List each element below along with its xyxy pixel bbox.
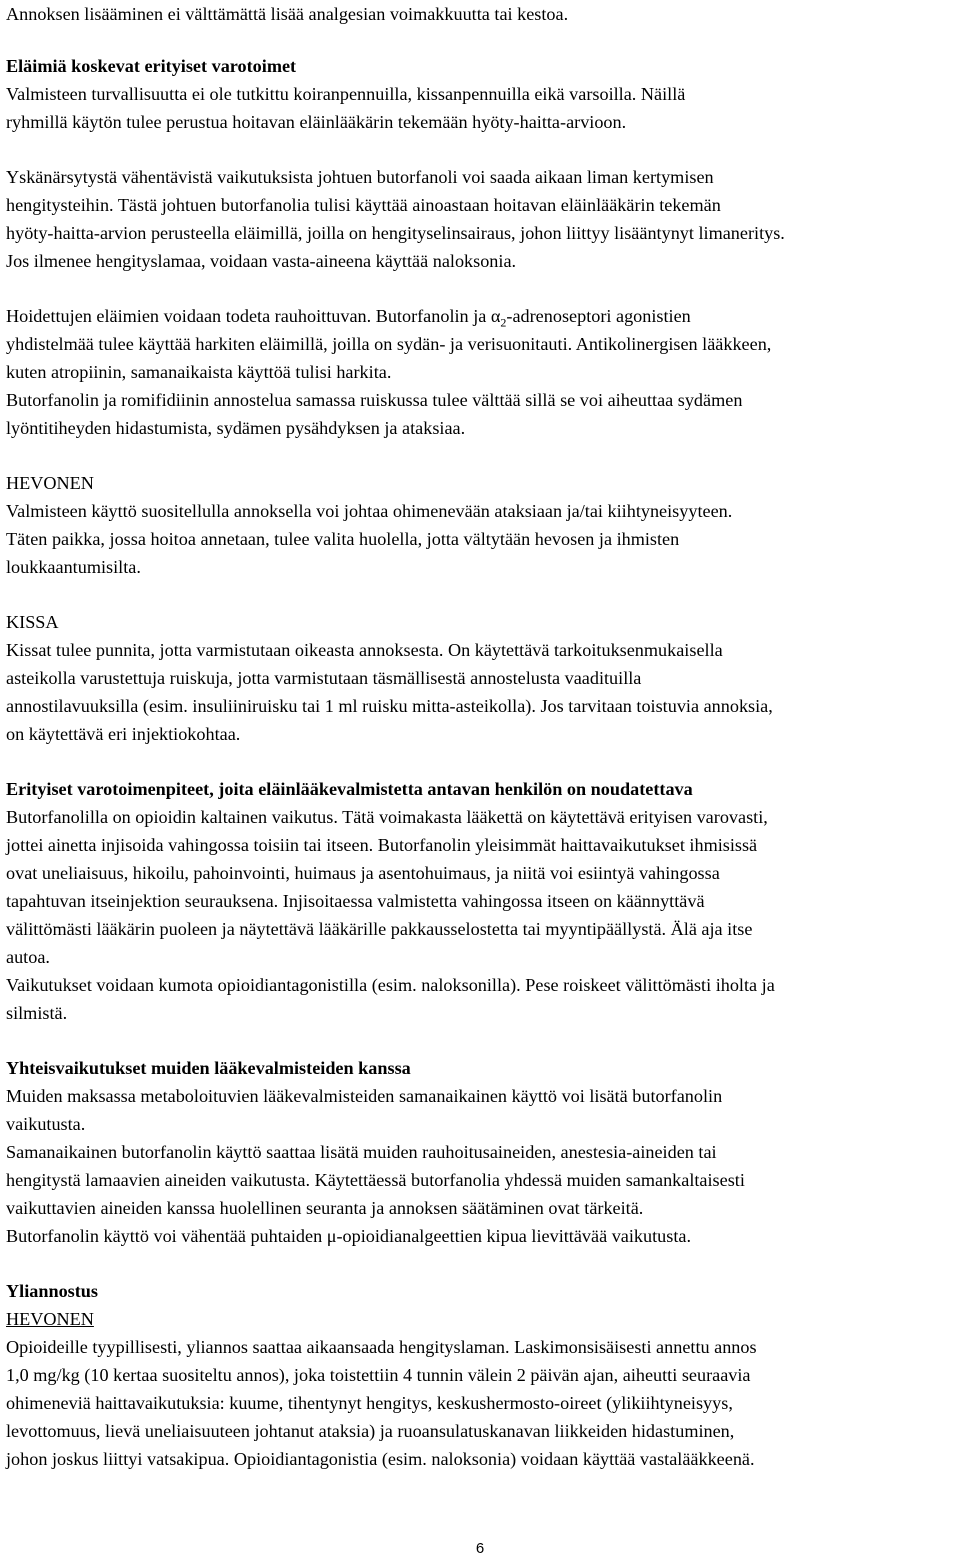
paragraph-line: Valmisteen turvallisuutta ei ole tutkittu koiranpennuilla, kissanpennuilla eikä varsoilla. Näillä	[6, 84, 686, 104]
paragraph-line: yhdistelmää tulee käyttää harkiten eläimillä, joilla on sydän- ja verisuonitauti. Antikolinergisen lääkkeen,	[6, 334, 772, 354]
paragraph-line: ryhmillä käytön tulee perustua hoitavan eläinlääkärin tekemään hyöty-haitta-arvioon.	[6, 112, 627, 132]
paragraph-line: Muiden maksassa metaboloituvien lääkevalmisteiden samanaikainen käyttö voi lisätä butorfanolin	[6, 1086, 723, 1106]
subscript: 2	[500, 315, 507, 330]
paragraph-line: Annoksen lisääminen ei välttämättä lisää analgesian voimakkuutta tai kestoa.	[6, 4, 569, 24]
paragraph-line: hengitystä lamaavien aineiden vaikutusta. Käytettäessä butorfanolia yhdessä muiden samankaltaisesti	[6, 1170, 745, 1190]
text-fragment: Hoidettujen eläimien voidaan todeta rauhoittuvan. Butorfanolin ja α	[6, 306, 501, 326]
paragraph-line: välittömästi lääkärin puoleen ja näytettävä lääkärille pakkausselostetta tai myyntipäällystä. Älä aja itse	[6, 919, 753, 939]
section-heading-interactions: Yhteisvaikutukset muiden lääkevalmisteiden kanssa	[6, 1058, 411, 1078]
page-number: 6	[475, 1540, 485, 1557]
paragraph-line: Jos ilmenee hengityslamaa, voidaan vasta-aineena käyttää naloksonia.	[6, 251, 517, 271]
paragraph-line: Butorfanolin ja romifidiinin annostelua samassa ruiskussa tulee välttää sillä se voi aiheuttaa sydämen	[6, 390, 743, 410]
paragraph-line: on käytettävä eri injektiokohtaa.	[6, 724, 241, 744]
paragraph-line: Valmisteen käyttö suositellulla annoksella voi johtaa ohimenevään ataksiaan ja/tai kiihtyneisyyteen.	[6, 501, 733, 521]
paragraph-line: Kissat tulee punnita, jotta varmistutaan oikeasta annoksesta. On käytettävä tarkoituksenmukaisella	[6, 640, 723, 660]
paragraph-line: asteikolla varustettuja ruiskuja, jotta varmistutaan täsmällisestä annostelusta vaadituilla	[6, 668, 642, 688]
paragraph-line: hyöty-haitta-arvion perusteella eläimillä, joilla on hengityselinsairaus, johon liittyy lisääntynyt limaneritys.	[6, 223, 785, 243]
subsection-heading-cat: KISSA	[6, 612, 59, 632]
text-fragment: -adrenoseptori agonistien	[506, 306, 691, 326]
section-heading-user-precautions: Erityiset varotoimenpiteet, joita eläinlääkevalmistetta antavan henkilön on noudatettava	[6, 779, 693, 799]
paragraph-line: 1,0 mg/kg (10 kertaa suositeltu annos), joka toistettiin 4 tunnin välein 2 päivän ajan, aiheutti seuraavia	[6, 1365, 751, 1385]
paragraph-line: ohimeneviä haittavaikutuksia: kuume, tihentynyt hengitys, keskushermosto-oireet (ylikiihtyneisyys,	[6, 1393, 733, 1413]
paragraph-line: kuten atropiinin, samanaikaista käyttöä tulisi harkita.	[6, 362, 392, 382]
subsection-heading-horse-overdose: HEVONEN	[6, 1309, 94, 1329]
paragraph-line: hengitysteihin. Tästä johtuen butorfanolia tulisi käyttää ainoastaan hoitavan eläinlääkärin tekemän	[6, 195, 721, 215]
section-heading-animal-precautions: Eläimiä koskevat erityiset varotoimet	[6, 56, 297, 76]
paragraph-line: lyöntitiheyden hidastumista, sydämen pysähdyksen ja ataksiaa.	[6, 418, 466, 438]
paragraph-line: vaikutusta.	[6, 1114, 86, 1134]
paragraph-line-alpha2	[6, 302, 954, 330]
paragraph-line: vaikuttavien aineiden kanssa huolellinen seuranta ja annoksen säätäminen ovat tärkeitä.	[6, 1198, 644, 1218]
paragraph-line: Butorfanolilla on opioidin kaltainen vaikutus. Tätä voimakasta lääkettä on käytettävä erityisen varovasti,	[6, 807, 768, 827]
paragraph-line: Butorfanolin käyttö voi vähentää puhtaiden μ-opioidianalgeettien kipua lievittävää vaikutusta.	[6, 1226, 692, 1246]
paragraph-line: johon joskus liittyi vatsakipua. Opioidiantagonistia (esim. naloksonia) voidaan käyttää vastalääkkeenä.	[6, 1449, 755, 1469]
paragraph-line: silmistä.	[6, 1003, 68, 1023]
paragraph-line: loukkaantumisilta.	[6, 557, 141, 577]
paragraph-line: levottomuus, lievä uneliaisuuteen johtanut ataksia) ja ruoansulatuskanavan liikkeiden hidastuminen,	[6, 1421, 735, 1441]
subsection-heading-horse: HEVONEN	[6, 473, 94, 493]
paragraph-line: jottei ainetta injisoida vahingossa toisiin tai itseen. Butorfanolin yleisimmät haittavaikutukset ihmisissä	[6, 835, 758, 855]
paragraph-line: Yskänärsytystä vähentävistä vaikutuksista johtuen butorfanoli voi saada aikaan liman kertymisen	[6, 167, 714, 187]
section-heading-overdose: Yliannostus	[6, 1281, 98, 1301]
paragraph-line: Täten paikka, jossa hoitoa annetaan, tulee valita huolella, jotta vältytään hevosen ja ihmisten	[6, 529, 680, 549]
paragraph-line: tapahtuvan itseinjektion seurauksena. Injisoitaessa valmistetta vahingossa itseen on käännyttävä	[6, 891, 705, 911]
paragraph-line: Vaikutukset voidaan kumota opioidiantagonistilla (esim. naloksonilla). Pese roiskeet välittömästi iholta ja	[6, 975, 775, 995]
paragraph-line: ovat uneliaisuus, hikoilu, pahoinvointi, huimaus ja asentohuimaus, ja niitä voi esiintyä vahingossa	[6, 863, 720, 883]
document-page	[6, 0, 954, 1473]
paragraph-line: annostilavuuksilla (esim. insuliiniruisku tai 1 ml ruisku mitta-asteikolla). Jos tarvitaan toistuvia annoksia,	[6, 696, 773, 716]
paragraph-line: Samanaikainen butorfanolin käyttö saattaa lisätä muiden rauhoitusaineiden, anestesia-aineiden tai	[6, 1142, 717, 1162]
paragraph-line: autoa.	[6, 947, 50, 967]
paragraph-line: Opioideille tyypillisesti, yliannos saattaa aikaansaada hengityslaman. Laskimonsisäisesti annettu annos	[6, 1337, 757, 1357]
